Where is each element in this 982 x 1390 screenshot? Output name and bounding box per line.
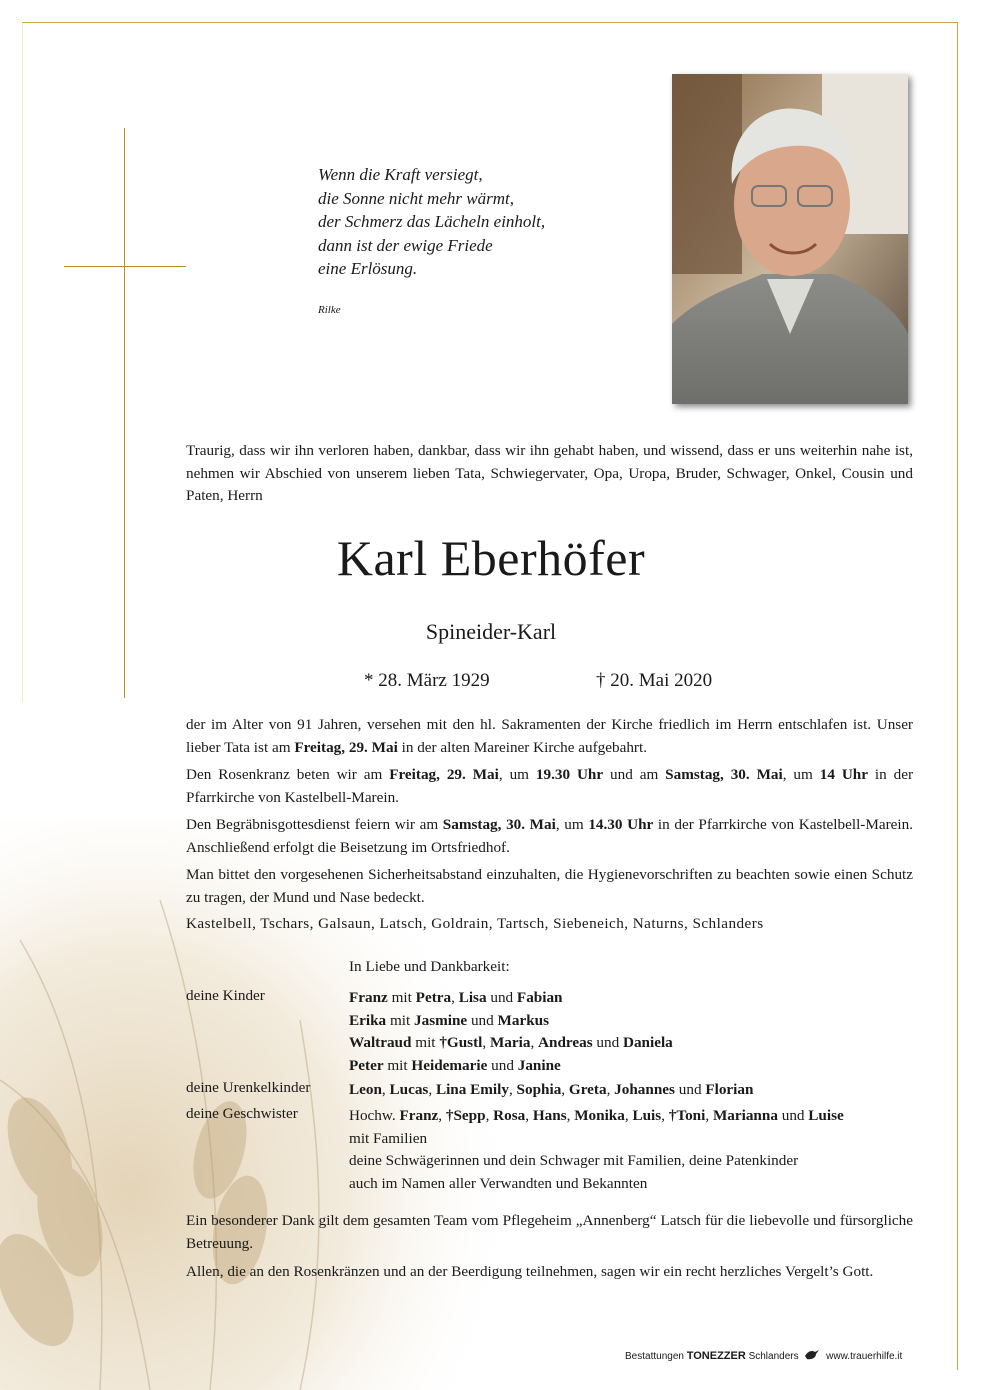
poem-line: der Schmerz das Lächeln einholt, (318, 212, 546, 231)
poem-line: dann ist der ewige Friede (318, 235, 493, 255)
places-list: Kastelbell, Tschars, Galsaun, Latsch, Goldrain, Tartsch, Siebeneich, Naturns, Schlanders (186, 915, 764, 932)
family-name: Luise (808, 1107, 844, 1124)
announcement-body (186, 714, 913, 914)
family-name: Lucas (389, 1081, 429, 1098)
family-conj: , (482, 1034, 490, 1051)
family-conj: , (561, 1081, 569, 1098)
family-name: Heidemarie (411, 1056, 488, 1074)
family-conj: , (566, 1107, 575, 1124)
footer-prefix: Bestattungen (625, 1351, 687, 1363)
family-name: Luis (632, 1107, 662, 1124)
family-conj: und (777, 1107, 809, 1124)
closing-section (186, 1210, 913, 1290)
family-conj: mit (386, 1011, 414, 1029)
body-bold: 14.30 Uhr (588, 816, 654, 833)
body-text: Den Rosenkranz beten wir am (186, 766, 390, 783)
family-conj: und (592, 1034, 623, 1051)
body-bold: Freitag, 29. Mai (389, 766, 499, 783)
family-name: Rosa (493, 1107, 526, 1124)
family-conj: und (486, 989, 517, 1006)
family-name: Johannes (614, 1081, 675, 1098)
nickname: Spineider-Karl (425, 619, 557, 644)
death-date: † 20. Mai 2020 (596, 670, 713, 691)
family-name: Lisa (458, 989, 487, 1006)
body-text: der im Alter von 91 Jahren, versehen mit den hl. Sakramenten der Kirche friedlich im Herrn entschlafen ist. Unser lieber Tata ist am (186, 716, 913, 756)
body-bold: Freitag, 29. Mai (294, 738, 398, 756)
dove-logo-icon (804, 1349, 820, 1364)
poem-line: eine Erlösung. (318, 259, 418, 278)
family-conj: Hochw. (349, 1107, 400, 1124)
family-conj: mit (387, 989, 416, 1006)
body-bold: 19.30 Uhr (535, 766, 604, 783)
family-line (349, 1105, 915, 1128)
cross-horizontal-bar (64, 266, 186, 267)
portrait-photo (672, 74, 908, 404)
family-conj: , (530, 1034, 539, 1051)
children-list (349, 987, 915, 1077)
family-line (349, 1032, 915, 1055)
siblings-list (349, 1105, 915, 1195)
family-name: Leon (349, 1081, 382, 1098)
family-name: †Toni (668, 1107, 706, 1124)
footer-brand: TONEZZER (686, 1350, 746, 1363)
family-conj: , (705, 1107, 713, 1124)
family-conj: und (674, 1081, 706, 1098)
intro-paragraph (186, 440, 913, 508)
body-paragraph (186, 714, 913, 759)
body-paragraph (186, 814, 913, 859)
family-conj: , (624, 1107, 633, 1124)
family-conj: , (525, 1107, 533, 1124)
family-line (349, 1055, 915, 1078)
family-name: Florian (705, 1081, 754, 1098)
family-conj: , (438, 1107, 446, 1124)
family-conj: , (485, 1107, 494, 1124)
family-line: auch im Namen aller Verwandten und Bekannten (349, 1174, 648, 1192)
footer-credit (625, 1349, 902, 1364)
family-name: †Sepp (445, 1107, 486, 1124)
family-line: deine Schwägerinnen und dein Schwager mit Familien, deine Patenkinder (349, 1152, 799, 1169)
body-bold: 14 Uhr (819, 766, 868, 783)
body-text: in der Pfarrkirche von Kastelbell-Marein. Anschließend erfolgt die Beisetzung im Ortsfriedhof. (186, 816, 914, 856)
body-text: in der alten Mareiner Kirche aufgebahrt. (397, 738, 648, 756)
family-conj: und (467, 1011, 498, 1029)
poem-author: Rilke (318, 304, 341, 316)
great-grandchildren-list (349, 1079, 915, 1102)
body-paragraph: Man bittet den vorgesehenen Sicherheitsabstand einzuhalten, die Hygienevorschriften zu beachten sowie einen Schutz zu tragen, der Mund und Nase bedeckt. (186, 866, 913, 906)
left-border (22, 22, 23, 702)
family-conj: , (606, 1081, 615, 1098)
body-text: in der Pfarrkirche von Kastelbell-Marein. (186, 766, 914, 806)
body-text: Den Begräbnisgottesdienst feiern wir am (186, 816, 443, 833)
footer-town: Schlanders (745, 1351, 799, 1363)
body-text: und am (603, 766, 666, 783)
family-conj: , (508, 1081, 517, 1098)
body-text: , um (498, 766, 536, 783)
family-name: Franz (399, 1107, 439, 1124)
family-conj: mit (383, 1056, 412, 1074)
body-text: , um (782, 766, 820, 783)
poem-line: Wenn die Kraft versiegt, (318, 165, 483, 184)
family-line: mit Familien (349, 1129, 428, 1147)
family-name: Monika (574, 1107, 625, 1124)
family-conj: , (381, 1081, 390, 1098)
family-name: Hans (532, 1107, 567, 1124)
family-name: Marianna (712, 1107, 778, 1124)
family-line (349, 1010, 915, 1033)
family-name: Jasmine (414, 1011, 468, 1029)
siblings-label: deine Geschwister (186, 1105, 298, 1122)
family-name: Sophia (516, 1081, 562, 1098)
body-bold: Samstag, 30. Mai (442, 816, 556, 833)
family-name: Daniela (622, 1034, 673, 1051)
family-name: Andreas (538, 1034, 593, 1051)
family-name: Janine (517, 1056, 561, 1074)
family-name: Markus (497, 1011, 550, 1029)
family-name: Petra (415, 989, 452, 1006)
family-name: Greta (568, 1081, 607, 1098)
footer-url[interactable]: www.trauerhilfe.it (826, 1351, 903, 1363)
body-bold: Samstag, 30. Mai (665, 766, 783, 783)
family-name: †Gustl (439, 1034, 483, 1051)
body-paragraph (186, 764, 913, 809)
poem (318, 163, 545, 281)
cross-vertical-bar (124, 128, 125, 698)
family-conj: , (661, 1107, 669, 1124)
family-name: Franz (349, 989, 388, 1006)
family-name: Peter (349, 1056, 384, 1074)
family-line (349, 987, 915, 1010)
great-grandchildren-label: deine Urenkelkinder (186, 1079, 311, 1096)
body-text: , um (555, 816, 589, 833)
family-conj: und (487, 1056, 518, 1074)
family-conj: , (451, 989, 459, 1006)
family-name: Fabian (516, 989, 563, 1006)
family-name: Lina Emily (435, 1081, 509, 1098)
family-name: Maria (489, 1034, 531, 1051)
family-conj: , (428, 1081, 436, 1098)
closing-paragraph: Ein besonderer Dank gilt dem gesamten Team vom Pflegeheim „Annenberg“ Latsch für die liebevolle und fürsorgliche Betreuung. (186, 1212, 913, 1252)
poem-line: die Sonne nicht mehr wärmt, (318, 188, 514, 208)
birth-date: * 28. März 1929 (364, 670, 490, 691)
closing-paragraph: Allen, die an den Rosenkränzen und an der Beerdigung teilnehmen, sagen wir ein recht herzliches Vergelt’s Gott. (186, 1263, 874, 1280)
thanks-heading: In Liebe und Dankbarkeit: (349, 958, 510, 975)
intro-text: Traurig, dass wir ihn verloren haben, dankbar, dass wir ihn gehabt haben, und wissend, dass er uns weiterhin nahe ist, nehmen wir Abschied von unserem lieben Tata, Schwiegervater, Opa, Uropa, Bruder, Schwager, Onkel, Cousin und Paten, Herrn (186, 442, 913, 504)
family-conj: mit (411, 1034, 440, 1051)
children-label: deine Kinder (186, 987, 265, 1004)
family-line (349, 1079, 915, 1102)
family-name: Erika (349, 1011, 387, 1029)
family-name: Waltraud (349, 1034, 412, 1051)
deceased-name: Karl Eberhöfer (336, 530, 646, 586)
